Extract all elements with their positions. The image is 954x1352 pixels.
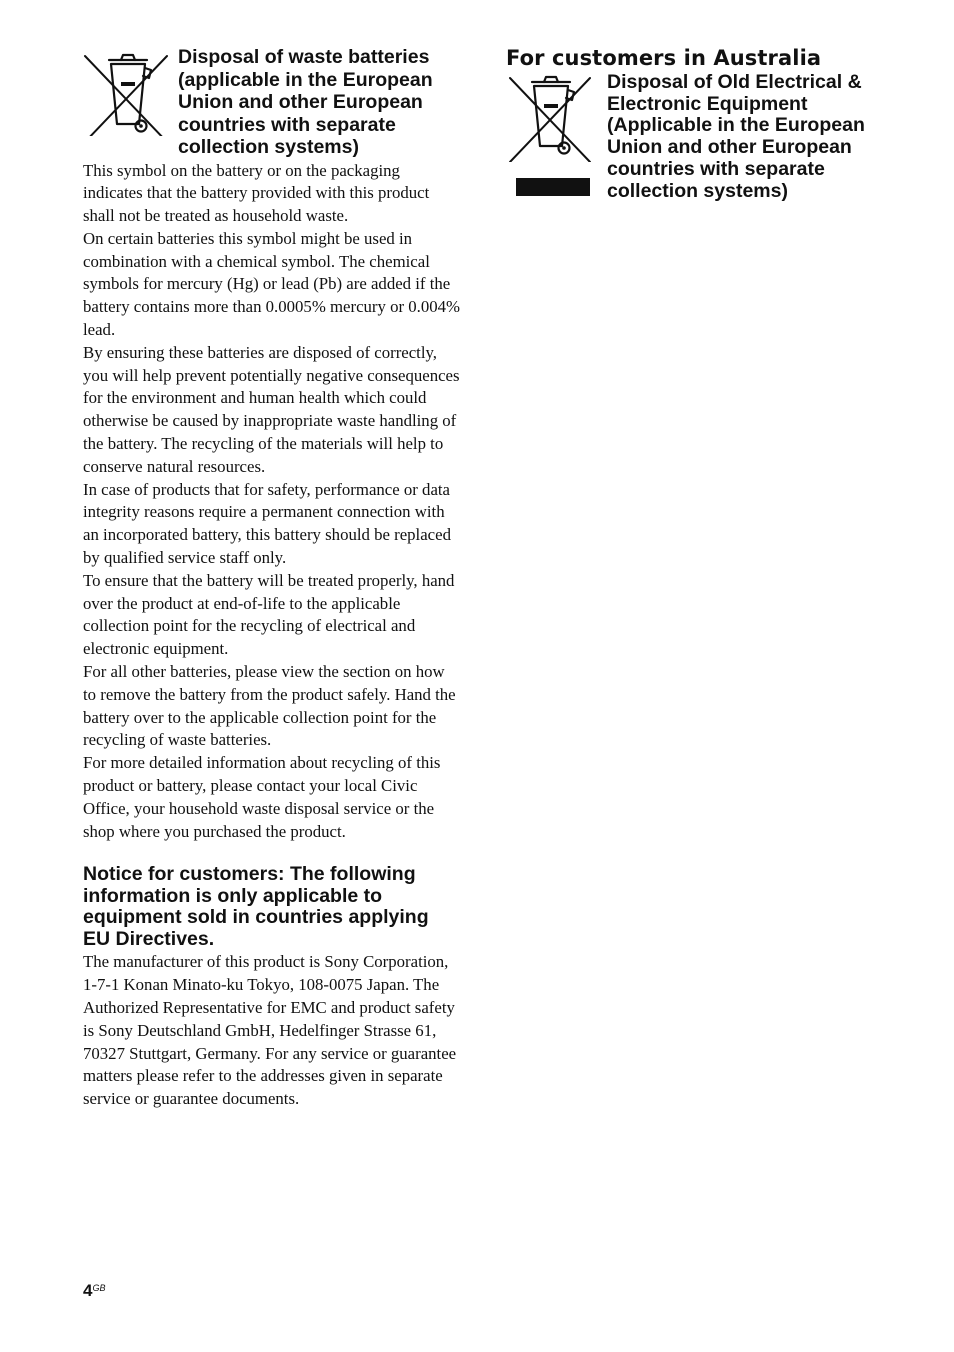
page-number-value: 4 (83, 1281, 93, 1300)
battery-paragraph: In case of products that for safety, performance or data integrity reasons require a permanent connection with an incorporated battery, this battery should be replaced by qualified service staff only. (83, 479, 451, 568)
battery-paragraph: To ensure that the battery will be treated properly, hand over the product at end-of-life to the applicable collection point for the recycling of electrical and electronic equipment. (83, 570, 455, 659)
battery-section-body (83, 160, 461, 844)
crossed-out-bin-icon (83, 46, 171, 136)
notice-body: The manufacturer of this product is Sony Corporation, 1-7-1 Konan Minato-ku Tokyo, 108-0075 Japan. The Authorized Representative for EMC and product safety is Sony Deutschland GmbH, Hedelfinger Strasse 61, 70327 Stuttgart, Germany. For any service or guarantee matters please refer to the addresses given in separate service or guarantee documents. (83, 952, 457, 1109)
battery-paragraph: For more detailed information about recycling of this product or battery, please contact your local Civic Office, your household waste disposal service or the shop where you purchased the product. (83, 753, 441, 841)
page-number (83, 1281, 105, 1301)
right-column (506, 46, 886, 202)
weee-black-bar (516, 178, 590, 196)
page-number-suffix: GB (92, 1283, 106, 1293)
weee-heading: Disposal of Old Electrical & Electronic Equipment (Applicable in the European Union and other European countries with separate collection systems) (607, 71, 865, 202)
australia-title: For customers in Australia (506, 46, 822, 70)
left-column (83, 46, 461, 1111)
battery-paragraph: On certain batteries this symbol might be used in combination with a chemical symbol. The chemical symbols for mercury (Hg) or lead (Pb) are added if the battery contains more than 0.0005% mercury or 0.004% lead. (83, 228, 461, 340)
battery-paragraph: By ensuring these batteries are disposed of correctly, you will help prevent potentially negative consequences for the environment and human health which could otherwise be caused by inappropriate waste handling of the battery. The recycling of the materials will help to conserve natural resources. (83, 342, 460, 476)
weee-section-header (506, 72, 886, 202)
battery-paragraph: This symbol on the battery or on the packaging indicates that the battery provided with this product shall not be treated as household waste. (83, 160, 430, 226)
weee-symbol (506, 72, 602, 196)
notice-heading: Notice for customers: The following information is only applicable to equipment sold in countries applying EU Directives. (83, 863, 429, 950)
battery-paragraph: For all other batteries, please view the section on how to remove the battery from the product safely. Hand the battery over to the applicable collection point for the recycling of waste batteries. (83, 662, 456, 750)
battery-section-heading: Disposal of waste batteries (applicable in the European Union and other European countries with separate collection systems) (178, 46, 433, 158)
crossed-out-bin-icon (506, 72, 594, 162)
battery-section-header (83, 46, 461, 159)
